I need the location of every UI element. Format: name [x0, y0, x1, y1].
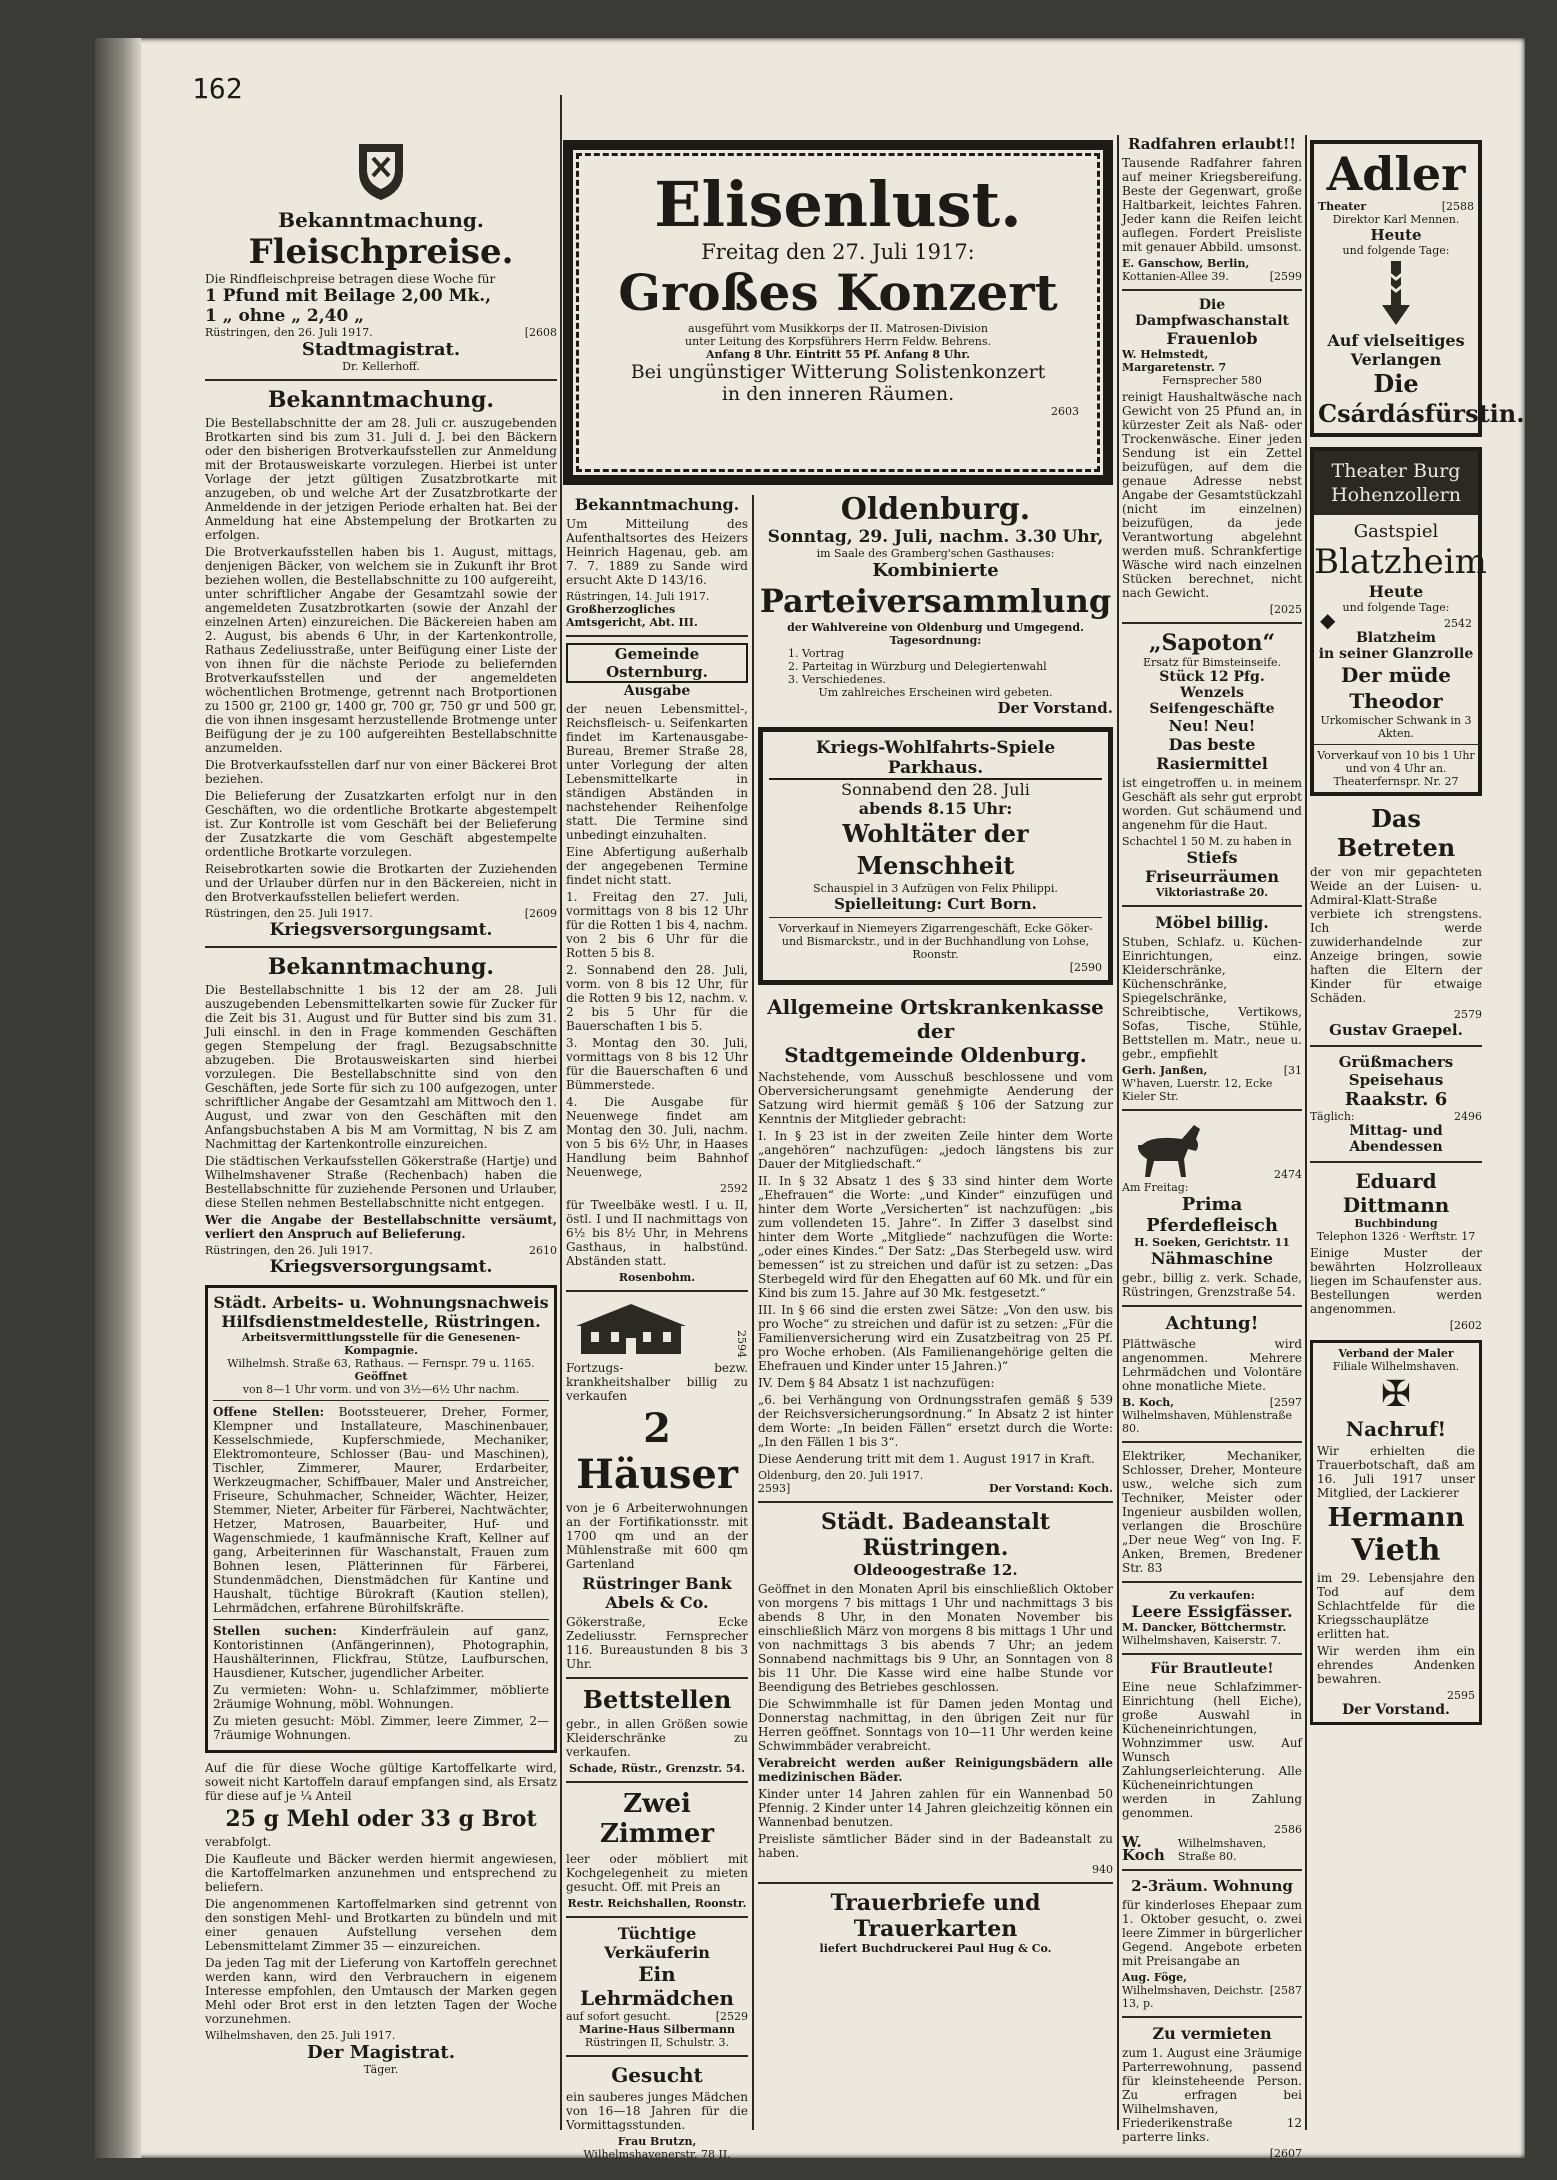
ref: 940 — [1092, 1863, 1113, 1876]
signer: Der Vorstand. — [997, 699, 1113, 717]
text: unter Leitung des Korpsführers Herrn Feldw. Behrens. — [685, 335, 991, 348]
company: W. Koch — [1122, 1833, 1165, 1864]
text: der von mir gepachteten Weide an der Luisen- u. Admiral-Klatt-Straße verbiete ich strengstens. Ich werde zuwiderhandelnde zur Anzeige bringen, sowie haften die Eltern der Kinder für etwaige Schäden. — [1310, 865, 1482, 1005]
date: Rüstringen, den 26. Juli 1917. — [205, 1244, 373, 1257]
text: Die Brotverkaufsstellen haben bis 1. August, mittags, denjenigen Bäcker, von welchem sie in Zukunft ihr Brot beziehen wollen, die Bestellabschnitte zu 100 aufgereiht, unter schriftlicher Angabe der Gesamtzahl sowie der angemeldeten Zusatzbrotkarten (sowie der Anzahl der einzelnen Arten) einzureichen. Die Bäckereien haben am 2. August, bis abends 6 Uhr, in der Kartenkontrolle, Rathaus Zedeliusstraße, unter Beifügung einer Liste der von ihnen für die nächste Periode zu beliefernden Brotverkaufsstellen und der angemeldeten wöchentlichen Brotmenge, getrennt nach Brotportionen zu 1500 gr, 2100 gr, 1400 gr, 700 gr, 750 gr und 500 gr, die von ihnen insgesamt herzustellende Brotmenge unter Beifügung der je zu 100 aufgereihten Bestellabschnitte anzumelden. — [205, 545, 557, 755]
text: ist eingetroffen u. in meinem Geschäft als sehr gut erprobt worden. Gut schäumend und angenehm für die Haut. — [1122, 776, 1302, 832]
text: Gastspiel — [1353, 521, 1439, 542]
text: Spielleitung: Curt Born. — [834, 895, 1037, 913]
text: Die städtischen Verkaufsstellen Gökerstraße (Hartje) und Wilhelmshavener Straße (Rechenbach) haben die Bestellabschnitte für zuziehende Personen und Urlauber, diese Stellen nehmen Bestellabschnitte nicht entgegen. — [205, 1154, 557, 1210]
title: Allgemeine Ortskrankenkasse der — [767, 995, 1104, 1043]
text: Die Rindfleischpreise betragen diese Woche für — [205, 272, 496, 286]
house-icon — [566, 1298, 696, 1358]
horse-icon — [1122, 1117, 1222, 1181]
text: Heute — [1368, 582, 1424, 601]
title: „Sapoton“ — [1148, 630, 1276, 656]
date: Rüstringen, den 25. Juli 1917. — [205, 907, 373, 920]
text: Wer die Angabe der Bestellabschnitte versäumt, verliert den Anspruch auf Belieferung. — [205, 1213, 557, 1241]
text: gebr., in allen Größen sowie Kleiderschränke zu verkaufen. — [566, 1717, 748, 1759]
signer: Kriegsversorgungsamt. — [269, 920, 493, 940]
text: Am Freitag: — [1122, 1181, 1189, 1194]
title: Bettstellen — [582, 1685, 732, 1714]
company: Abels & Co. — [605, 1593, 709, 1612]
headline: Trauerbriefe und Trauerkarten — [830, 1890, 1041, 1942]
address: Wilhelmshaven, Deichstr. 13, p. — [1122, 1984, 1264, 2010]
text: Zu verkaufen: — [1169, 1589, 1255, 1602]
address: W'haven, Luerstr. 12, Ecke Kieler Str. — [1122, 1077, 1273, 1103]
address: Restr. Reichshallen, Roonstr. — [567, 1897, 747, 1910]
title: Leere Essigfässer. — [1131, 1602, 1293, 1621]
signer: Großherzogliches Amtsgericht, Abt. III. — [566, 603, 698, 629]
signer: Der Vorstand: Koch. — [989, 1482, 1113, 1495]
signer-name: Täger. — [363, 2063, 399, 2076]
title: Adler — [1326, 147, 1466, 201]
text: Geöffnet in den Monaten April bis einschließlich Oktober von morgens 7 bis mittags 1 Uhr und nachmittags 3 bis abends 8 Uhr, in den Monaten November bis einschließlich März von morgens 8 bis mittags 1 Uhr und von nachmittags 3 bis abends 7 Uhr; an jedem Sonnabend nachmittags bis 9 Uhr, an Sonntagen von 8 bis 11 Uhr. Die Kasse wird eine halbe Stunde vor Beendigung des Betriebes geschlossen. — [758, 1582, 1113, 1694]
list-item: 3. Montag den 30. Juli, vormittags von 8 bis 12 Uhr für die Bauerschaften 6 und Bümmerstede. — [566, 1036, 748, 1092]
text: und folgende Tage: — [1342, 244, 1450, 257]
text: Tausende Radfahrer fahren auf meiner Kriegsbereifung. Beste der Gegenwart, große Haltbarkeit, leichtes Fahren. Jeder kann die Reifen leicht auflegen. Fordert Preisliste mit genauer Abbild. umsonst. — [1122, 156, 1302, 254]
text: Blatzheim — [1356, 630, 1436, 646]
ref: [31 — [1283, 1064, 1302, 1077]
label: Stellen suchen: — [213, 1624, 337, 1638]
title: Ein Lehrmädchen — [580, 1962, 734, 2010]
phone: Telephon 1326 · Werftstr. 17 — [1316, 1230, 1476, 1243]
book-binding — [95, 38, 141, 2158]
text: I. In § 23 ist in der zweiten Zeile hinter dem Worte „angehören“ nachzufügen: „jedoch längstens bis zur Dauer der Mitgliedschaft.“ — [758, 1129, 1113, 1171]
title: Gesucht — [611, 2063, 703, 2087]
ref: [2588 — [1441, 200, 1474, 213]
address: Schade, Rüstr., Grenzstr. 54. — [568, 1762, 746, 1775]
text: für kinderloses Ehepaar zum 1. Oktober gesucht, o. zwei leere Zimmer in bürgerlicher Gegend. Angebote erbeten mit Preisangabe an — [1122, 1898, 1302, 1968]
text: Eine Abfertigung außerhalb der angegebenen Termine findet nicht statt. — [566, 845, 748, 887]
company: Stiefs Friseurräumen — [1144, 848, 1279, 886]
text: Die Belieferung der Zusatzkarten erfolgt nur in den Geschäften, wo die ordentliche Brotkarte abgestempelt ist. Zur Kontrolle ist vom Geschäft bei der Belieferung der Zusatzkarte die vom Geschäft abgestempelte ordentliche Brotkarte vorzulegen. — [205, 789, 557, 859]
elisenlust-ad — [563, 140, 1113, 485]
address: Wilhelmshaven, Kaiserstr. 7. — [1122, 1634, 1282, 1647]
title: Nachruf! — [1345, 1417, 1447, 1441]
subtitle: Oldeoogestraße 12. — [853, 1561, 1018, 1579]
text: Reisebrotkarten sowie die Brotkarten der Zuziehenden und der Urlauber dürfen nur in den Bäckereien, nicht in den Brotverkaufsstellen beliefert werden. — [205, 862, 557, 904]
list-item: 2. Sonnabend den 28. Juli, vorm. von 8 bis 12 Uhr, für die Rotten 9 bis 12, nachm. v. 2 bis 5 Uhr für die Bauerschaften 1 bis 5. — [566, 963, 748, 1033]
title: Grüßmachers Speisehaus — [1338, 1053, 1454, 1089]
text: II. In § 32 Absatz 1 des § 33 sind hinter dem Worte „Ehefrauen“ die Worte: „und Kinder“ einzufügen und hinter dem Worte „Versicherten“ ist nachzufügen: „bis zum vollendeten 15. Jahre“. In Ziffer 3 daselbst sind hinter dem Worte „Mitgliede“ nachzufügen die Worte: „oder eines Kindes.“ Der Satz: „Das Sterbegeld usw. wird bemessen“ ist zu streichen und dafür ist zu setzen: „Das Sterbegeld wird für den Ehegatten auf 60 Mk. und für ein Kind bis zum 15. Jahre auf 30 Mk. festgesetzt.“ — [758, 1174, 1113, 1300]
text: im Saale des Gramberg'schen Gasthauses: — [816, 547, 1055, 560]
iron-cross-icon: ✠ — [1380, 1374, 1412, 1415]
text: Plättwäsche wird angenommen. Mehrere Lehrmädchen und Volontäre ohne monatliche Miete. — [1122, 1337, 1302, 1393]
title: Die Dampfwaschanstalt — [1135, 297, 1289, 329]
title: Möbel billig. — [1155, 913, 1269, 932]
text: von je 6 Arbeiterwohnungen an der Fortifikationsstr. mit 1700 qm und an der Mühlenstraße mit 600 qm Gartenland — [566, 1501, 748, 1571]
text: leer oder möbliert mit Kochgelegenheit zu mieten gesucht. Off. mit Preis an — [566, 1852, 748, 1894]
title: Nähmaschine — [1150, 1249, 1274, 1268]
title: Kriegs-Wohlfahrts-Spiele Parkhaus. — [769, 738, 1102, 780]
title: Das Betreten — [1336, 804, 1456, 862]
title: Städt. Arbeits- u. Wohnungsnachweis — [213, 1293, 549, 1312]
text: Wir erhielten die Trauerbotschaft, daß am 16. Juli 1917 unser Mitglied, der Lackierer — [1317, 1444, 1475, 1500]
company: Rüstringer Bank — [582, 1574, 732, 1593]
column-rule — [560, 95, 562, 2130]
address: W. Helmstedt, Margaretenstr. 7 — [1122, 348, 1227, 374]
text: Einige Muster der bewährten Holzrolleaux liegen im Schaufenster aus. Bestellungen werden angenommen. — [1310, 1246, 1482, 1316]
headline: Der müde Theodor — [1341, 663, 1451, 713]
signer: Der Vorstand. — [1342, 1702, 1450, 1718]
address: Wilhelmshaven, Mühlenstraße 80. — [1122, 1409, 1293, 1435]
address: Wilhelmsh. Straße 63, Rathaus. — Fernspr. 79 u. 1165. — [227, 1357, 535, 1370]
date: Rüstringen, den 26. Juli 1917. — [205, 326, 373, 339]
ref: 2579 — [1454, 1008, 1482, 1021]
obituary — [1310, 1340, 1482, 1725]
ref: 2542 — [1444, 617, 1472, 630]
text: Stuben, Schlafz. u. Küchen-Einrichtungen, einz. Kleiderschränke, Küchenschränke, Spiegelschränke, Schreibtische, Vertikows, Sofas, Tische, Stühle, Bettstellen m. Matr., neue u. gebr., empfiehlt — [1122, 935, 1302, 1061]
text: Die angenommenen Kartoffelmarken sind getrennt von den sonstigen Mehl- und Brotkarten zu bündeln und mit einer genauen Aufstellung versehen dem Lebensmittelamt Zimmer 35 — einzureichen. — [205, 1897, 557, 1953]
title: Stadtgemeinde Oldenburg. — [784, 1043, 1087, 1067]
ref: [2587 — [1269, 1984, 1302, 1997]
headline: Großes Konzert — [618, 263, 1058, 322]
text: reinigt Haushaltwäsche nach Gewicht von 25 Pfund an, in kürzester Zeit als Naß- oder Trockenwäsche. Einer jeden Sendung ist ein Zettel beizufügen, auf dem die genaue Adresse nebst Angabe der Gesamtstückzahl (nicht im einzelnen) beizufügen, da jede Verantwortung abgelehnt werden muß. Schrankfertige Wäsche wird nach einzelnen Stücken berechnet, nicht nach Gewicht. — [1122, 390, 1302, 600]
text: Die Bestellabschnitte 1 bis 12 der am 28. Juli auszugebenden Lebensmittelkarten sowie für Zucker für die Zeit bis 31. August und für Butter sind bis zum 31. Juli einschl. in den in Frage kommenden Geschäften gegen Stempelung der fragl. Bezugsabschnitte abzugeben. Die Brotausweiskarten sind hierbei vorzulegen. Die Bestellabschnitte sind von den Geschäften, jede Sorte für sich zu 100 aufgezogen, unter schriftlicher Angabe der Gesamtzahl am Mittwoch den 1. August, und zwar von den Geschäften mit den Anfangsbuchstaben A bis M am Vormittag, N bis Z am Nachmittag der Kartenkontrolle einzureichen. — [205, 983, 557, 1151]
date: Oldenburg, den 20. Juli 1917. — [758, 1469, 924, 1482]
text: auf sofort gesucht. — [566, 2010, 671, 2023]
column-1 — [205, 140, 557, 2130]
ref: 2610 — [529, 1244, 557, 1257]
title: Zu vermieten — [1152, 2024, 1272, 2043]
ref: 2496 — [1454, 1110, 1482, 1123]
list-item: 1. Vortrag — [788, 647, 845, 660]
headline: Das beste Rasiermittel — [1156, 735, 1268, 773]
headline: Die Csárdásfürstin. — [1318, 369, 1525, 428]
name: Hermann — [1327, 1503, 1465, 1533]
list-item: 3. Verschiedenes. — [788, 673, 886, 686]
text: Um Mitteilung des Aufenthaltsortes des Heizers Heinrich Hagenau, geb. am 7. 7. 1889 zu Sande wird ersucht Akte D 143/16. — [566, 517, 748, 587]
text: Sonnabend den 28. Juli — [841, 780, 1030, 799]
list-item: 2. Parteitag in Würzburg und Delegiertenwahl — [788, 660, 1047, 673]
text: Heute — [1370, 226, 1422, 244]
headline: Blatzheim — [1314, 542, 1487, 582]
text: Neu! Neu! — [1168, 717, 1256, 735]
text: der neuen Lebensmittel-, Reichsfleisch- u. Seifenkarten findet im Kartenausgabe-Bureau, Bremer Straße 28, unter Vorlegung der alten Lebensmittelkarte in ständigen Abständen in nachstehender Reihenfolge statt. Die Termine sind unbedingt einzuhalten. — [566, 702, 748, 842]
text: Bootssteuerer, Dreher, Former, Klempner und Installateure, Maschinenbauer, Kesselschmiede, Kupferschmiede, Mechaniker, Elektromonteure, Schlosser (Bau- und Maschinen), Tischler, Zimmerer, Maurer, Erdarbeiter, Werkzeugmacher, Schiffbauer, Maler und Anstreicher, Friseure, Schuhmacher, Schneider, Wächter, Heizer, Stemmer, Nieter, Arbeiter für Färberei, Nachtwächter, Hetzer, Matrosen, Bauarbeiter, Huf- und Wagenschmiede, 1 kaufmännische Kraft, Kellner auf gang, Arbeiterinnen für Waschanstalt, Frauen zum Bohnen lesen, Plätterinnen für Färberei, Stundenmädchen, Dienstmädchen für Kantine und Haushalt, tüchtige Bürokraft (Kaution stellen), Lehrmädchen, erfahrene Bürohilfskräfte. — [213, 1405, 549, 1615]
ref: [2597 — [1269, 1396, 1302, 1409]
text: Kombinierte — [872, 560, 999, 581]
text: und folgende Tage: — [1342, 601, 1450, 614]
text: Kinder unter 14 Jahren zahlen für ein Wannenbad 50 Pfennig. 2 Kinder unter 14 Jahren gleichzeitig können ein Wannenbad benutzen. — [758, 1787, 1113, 1829]
text: Auf die für diese Woche gültige Kartoffelkarte wird, soweit nicht Kartoffeln darauf empfangen sind, als Ersatz für diese auf je ¼ Anteil — [205, 1761, 557, 1803]
text: Täglich: — [1310, 1110, 1355, 1123]
ref: [2607 — [1269, 2147, 1302, 2160]
title: Hilfsdienstmeldestelle, Rüstringen. — [221, 1312, 541, 1331]
text: Nachstehende, vom Ausschuß beschlossene und vom Oberversicherungsamt genehmigte Aenderung der Satzung wird hiermit gemäß § 106 der Satzung zur Kenntnis der Mitglieder gebracht: — [758, 1070, 1113, 1126]
ref: 2586 — [1274, 1823, 1302, 1836]
text: Die Bestellabschnitte der am 28. Juli cr. auszugebenden Brotkarten sind bis zum 31. Juli d. J. bei den Bäckern oder den bisherigen Brotverkaufsstellen zur Anmeldung mit der Brotausweiskarte vorzulegen. Hierbei ist unter Vorlage der jetzt gültigen Zusatzbrotkarte mit anzugeben, ob und welche Art der Zusatzbrotkarte der Anmeldende in der jetzigen Periode erhalten hat. Bei der Anmeldung hat eine Abstempelung der Brotkarten zu erfolgen. — [205, 416, 557, 542]
signer-name: Dr. Kellerhoff. — [342, 360, 420, 373]
ref: [2529 — [715, 2010, 748, 2023]
signer: Gustav Graepel. — [1329, 1021, 1463, 1039]
text: Zu vermieten: Wohn- u. Schlafzimmer, möblierte 2räumige Wohnung, möbl. Wohnungen. — [213, 1683, 549, 1711]
title: Fleischpreise. — [248, 232, 514, 272]
text: Da jeden Tag mit der Lieferung von Kartoffeln gerechnet werden kann, wird den Verbrauchern in eigenem Interesse empfohlen, den Umtausch der Marken gegen Mehl oder Brot erst in den letzten Tagen der Woche vorzunehmen. — [205, 1956, 557, 2026]
heading: Gemeinde Osternburg. — [566, 643, 748, 683]
parkhaus-ad — [758, 727, 1113, 985]
ref: [2602 — [1449, 1319, 1482, 1332]
text: Vorverkauf von 10 bis 1 Uhr und von 4 Uhr an. Theaterfernspr. Nr. 27 — [1317, 749, 1475, 788]
date: Rüstringen, 14. Juli 1917. — [566, 590, 710, 603]
ref: [2609 — [524, 907, 557, 920]
title: Zwei Zimmer — [599, 1789, 715, 1849]
ref: [2608 — [524, 326, 557, 339]
text: III. In § 66 sind die ersten zwei Sätze: „Von den usw. bis pro Woche“ zu streichen und dafür ist zu setzen: „Für die Familienversicherung wird ein Zusatzbeitrag von 25 Pf. pro Woche erhoben. (Als Familienangehörige gelten die Ehefrauen und Kinder unter 15 Jahren.)“ — [758, 1303, 1113, 1373]
company: M. Dancker, Böttchermstr. — [1122, 1621, 1287, 1634]
text: Fortzugs- bezw. krankheitshalber billig zu verkaufen — [566, 1361, 748, 1403]
column-rule — [1305, 135, 1307, 2130]
text: Filiale Wilhelmshaven. — [1332, 1360, 1460, 1373]
text: Preisliste sämtlicher Bäder sind in der Badeanstalt zu haben. — [758, 1832, 1113, 1860]
address: Kottanien-Allee 39. — [1122, 270, 1229, 283]
page-number: 162 — [192, 72, 243, 105]
title: Eduard Dittmann — [1342, 1169, 1450, 1217]
column-rule — [752, 495, 754, 2130]
label: Offene Stellen: — [213, 1405, 325, 1419]
text: ein sauberes junges Mädchen von 16—18 Jahren für die Vormittagsstunden. — [566, 2090, 748, 2132]
text: für Tweelbäke westl. I u. II, östl. I und II nachmittags von 6½ bis 8½ Uhr, in Mehrens Gasthaus, in halbstünd. Abständen statt. — [566, 1198, 748, 1268]
title: Achtung! — [1165, 1313, 1259, 1334]
address: Raakstr. 6 — [1344, 1089, 1448, 1110]
address: Rüstringen II, Schulstr. 3. — [584, 2036, 730, 2049]
text: im 29. Lebensjahre den Tod auf dem Schlachtfelde für die Kriegsschauplätze erlitten hat. — [1317, 1571, 1475, 1641]
date: Freitag den 27. Juli 1917: — [701, 240, 975, 264]
ref: [2590 — [1069, 961, 1102, 974]
address: Wilhelmshaven, Straße 80. — [1177, 1837, 1267, 1863]
text: Elektriker, Mechaniker, Schlosser, Dreher, Monteure usw., welche sich zum Techniker, Meister oder Ingenieur ausbilden wollen, verlangen die Broschüre „Der neue Weg“ von Ing. F. Anken, Bremen, Bredener Str. 83 — [1122, 1449, 1302, 1575]
column-5 — [1310, 140, 1525, 2130]
text: der Wahlvereine von Oldenburg und Umgegend. — [787, 621, 1084, 634]
company: E. Ganschow, Berlin, — [1122, 257, 1250, 270]
text: Schachtel 1 50 M. zu haben in — [1122, 835, 1292, 848]
diamond-icon: ◆ — [1320, 608, 1336, 632]
ref: 2593] — [758, 1482, 791, 1495]
company: B. Koch, — [1122, 1396, 1175, 1409]
headline: Prima Pferdefleisch — [1146, 1194, 1278, 1236]
title: Für Brautleute! — [1150, 1661, 1274, 1677]
company: Gerh. Janßen, — [1122, 1064, 1208, 1077]
text: Gökerstraße, Ecke Zedeliusstr. Fernsprecher 116. Bureaustunden 8 bis 3 Uhr. — [566, 1615, 748, 1671]
headline: 25 g Mehl oder 33 g Brot — [225, 1806, 537, 1832]
theater-banner: Theater Burg Hohenzollern — [1314, 451, 1478, 515]
text: Sonntag, 29. Juli, nachm. 3.30 Uhr, — [767, 527, 1104, 547]
price-line: 1 „ ohne „ 2,40 „ — [205, 306, 365, 326]
text: Direktor Karl Mennen. — [1332, 213, 1460, 226]
phone: Fernsprecher 580 — [1162, 374, 1262, 387]
price: Stück 12 Pfg. — [1159, 669, 1265, 685]
signer: Frau Brutzn, — [617, 2135, 697, 2148]
signer: Stadtmagistrat. — [301, 339, 461, 360]
company: Wenzels Seifengeschäfte — [1149, 685, 1275, 717]
text: Diese Aenderung tritt mit dem 1. August 1917 in Kraft. — [758, 1452, 1095, 1466]
list-item: 1. Freitag den 27. Juli, vormittags von 8 bis 12 Uhr für die Rotten 1 bis 4, nachm. von 2 bis 6 Uhr für die Rotten 5 bis 8. — [566, 890, 748, 960]
city-crest-icon — [353, 140, 409, 202]
ref: 2592 — [720, 1182, 748, 1195]
hohenzollern-theater-ad — [1310, 447, 1487, 796]
text: in seiner Glanzrolle — [1318, 646, 1474, 662]
address: H. Soeken, Gerichtstr. 11 — [1134, 1236, 1290, 1249]
subtitle: Ausgabe — [623, 683, 691, 699]
text: Die Brotverkaufsstellen darf nur von einer Bäckerei Brot beziehen. — [205, 758, 557, 786]
text: Die Schwimmhalle ist für Damen jeden Montag und Donnerstag nachmittag, in den übrigen Zeit nur für Herren geöffnet. Sonntags von 10—11 Uhr werden keine Schwimmbäder verabreicht. — [758, 1697, 1113, 1753]
text: verabfolgt. — [205, 1835, 272, 1849]
signer: Kriegsversorgungsamt. — [269, 1257, 493, 1277]
text: Theater — [1318, 200, 1367, 213]
text: in den inneren Räumen. — [721, 383, 955, 405]
text: Um zahlreiches Erscheinen wird gebeten. — [818, 686, 1053, 699]
text: zum 1. August eine 3räumige Parterrewohnung, passend für kleinsteheende Person. Zu erfragen bei Wilhelmshaven, Friederikenstraße 12 parterre links. — [1122, 2046, 1302, 2144]
text: „6. bei Verhängung von Ordnungsstrafen gemäß § 539 der Reichsversicherungsordnung.“ In Absatz 2 ist hinter dem Worte: „In beiden Fällen“ ersetzt durch die Worte: „In den Fällen 1 bis 3“. — [758, 1393, 1113, 1449]
headline: 2 Häuser — [576, 1405, 738, 1498]
heading: Bekanntmachung. — [574, 495, 740, 514]
title: Tüchtige Verkäuferin — [604, 1924, 710, 1962]
text: Verabreicht werden außer Reinigungsbädern alle medizinischen Bäder. — [758, 1756, 1113, 1784]
ref: 2474 — [1274, 1168, 1302, 1181]
arrow-icon — [1318, 257, 1474, 331]
text: Anfang 8 Uhr. Eintritt 55 Pf. Anfang 8 Uhr. — [705, 348, 971, 361]
column-2 — [566, 495, 748, 2161]
address: Viktoriastraße 20. — [1155, 886, 1269, 899]
subtitle: Buchbindung — [1354, 1217, 1438, 1230]
column-rule — [1117, 135, 1119, 2130]
subtitle: Arbeitsvermittlungsstelle für die Genesenen-Kompagnie. — [241, 1331, 521, 1357]
heading: Bekanntmachung. — [278, 208, 484, 232]
text: Die Kaufleute und Bäcker werden hiermit angewiesen, die Kartoffelmarken anzunehmen und entsprechend zu beliefern. — [205, 1852, 557, 1894]
text: gebr., billig z. verk. Schade, Rüstringen, Grenzstraße 54. — [1122, 1271, 1302, 1299]
text: Wir werden ihm ein ehrendes Andenken bewahren. — [1317, 1644, 1475, 1686]
headline: Wohltäter der Menschheit — [842, 819, 1029, 880]
label: Geöffnet — [354, 1370, 408, 1383]
headline: Parteiversammlung — [759, 582, 1112, 620]
text: Kinderfräulein auf ganz, Kontoristinnen (Anfängerinnen), Photographin, Haushälterinnen, Flickfrau, Stütze, Laufburschen, Hausdiener, Kutscher, jugendlicher Arbeiter. — [213, 1624, 549, 1680]
label: Tagesordnung: — [889, 634, 982, 647]
text: ausgeführt vom Musikkorps der II. Matrosen-Division — [688, 322, 988, 335]
column-4 — [1122, 135, 1302, 2160]
text: abends 8.15 Uhr: — [858, 799, 1013, 818]
text: IV. Dem § 84 Absatz 1 ist nachzufügen: — [758, 1376, 995, 1390]
text: Auf vielseitiges Verlangen — [1327, 331, 1465, 369]
title: 2-3räum. Wohnung — [1131, 1877, 1293, 1895]
text: Schauspiel in 3 Aufzügen von Felix Philippi. — [813, 882, 1058, 895]
text: Urkomischer Schwank in 3 Akten. — [1320, 714, 1472, 740]
heading: Bekanntmachung. — [267, 954, 495, 980]
title: Radfahren erlaubt!! — [1127, 135, 1297, 153]
signer: Rosenbohm. — [618, 1271, 696, 1284]
column-3 — [758, 492, 1113, 2132]
text: Mittag- und Abendessen — [1349, 1123, 1443, 1155]
heading: Bekanntmachung. — [267, 387, 495, 413]
name: Aug. Föge, — [1122, 1971, 1187, 1984]
text: Verband der Maler — [1338, 1347, 1454, 1360]
ref: 2603 — [1051, 405, 1079, 418]
company: Marine-Haus Silbermann — [579, 2023, 735, 2036]
title: Städt. Badeanstalt Rüstringen. — [821, 1509, 1050, 1561]
hours: von 8—1 Uhr vorm. und von 3½—6½ Uhr nachm. — [242, 1383, 520, 1396]
title: Oldenburg. — [840, 492, 1031, 527]
text: Vorverkauf in Niemeyers Zigarrengeschäft, Ecke Göker- und Bismarckstr., und in der Buchhandlung von Lohse, Roonstr. — [778, 922, 1093, 961]
adler-theater-ad — [1310, 140, 1525, 437]
text: Zu mieten gesucht: Möbl. Zimmer, leere Zimmer, 2—7räumige Wohnungen. — [213, 1714, 549, 1742]
ref: [2025 — [1269, 603, 1302, 616]
text: Ersatz für Bimsteinseife. — [1142, 656, 1282, 669]
price-line: 1 Pfund mit Beilage 2,00 Mk., — [205, 286, 492, 306]
signer: Der Magistrat. — [307, 2042, 455, 2063]
ref: 2595 — [1447, 1689, 1475, 1702]
ref: [2599 — [1269, 270, 1302, 283]
labour-office-box — [205, 1285, 557, 1753]
address: Wilhelmshavenerstr. 78 II. — [583, 2148, 731, 2161]
ref: 2594 — [735, 1330, 748, 1358]
name: Vieth — [1351, 1533, 1441, 1568]
text: liefert Buchdruckerei Paul Hug & Co. — [819, 1942, 1052, 1955]
date: Wilhelmshaven, den 25. Juli 1917. — [205, 2029, 396, 2042]
text: Bei ungünstiger Witterung Solistenkonzert — [630, 361, 1046, 383]
title: Elisenlust. — [654, 168, 1022, 241]
title: Frauenlob — [1166, 329, 1258, 348]
list-item: 4. Die Ausgabe für Neuenwege findet am Montag den 30. Juli, nachm. von 5 bis 6½ Uhr, in Haases Handlung beim Bahnhof Neuenwege, — [566, 1095, 748, 1179]
text: Eine neue Schlafzimmer-Einrichtung (hell Eiche), große Auswahl in Kücheneinrichtungen, Wohnzimmer usw. Auf Wunsch Zahlungserleichterung. Alle Kücheneinrichtungen werden in Zahlung genommen. — [1122, 1680, 1302, 1820]
